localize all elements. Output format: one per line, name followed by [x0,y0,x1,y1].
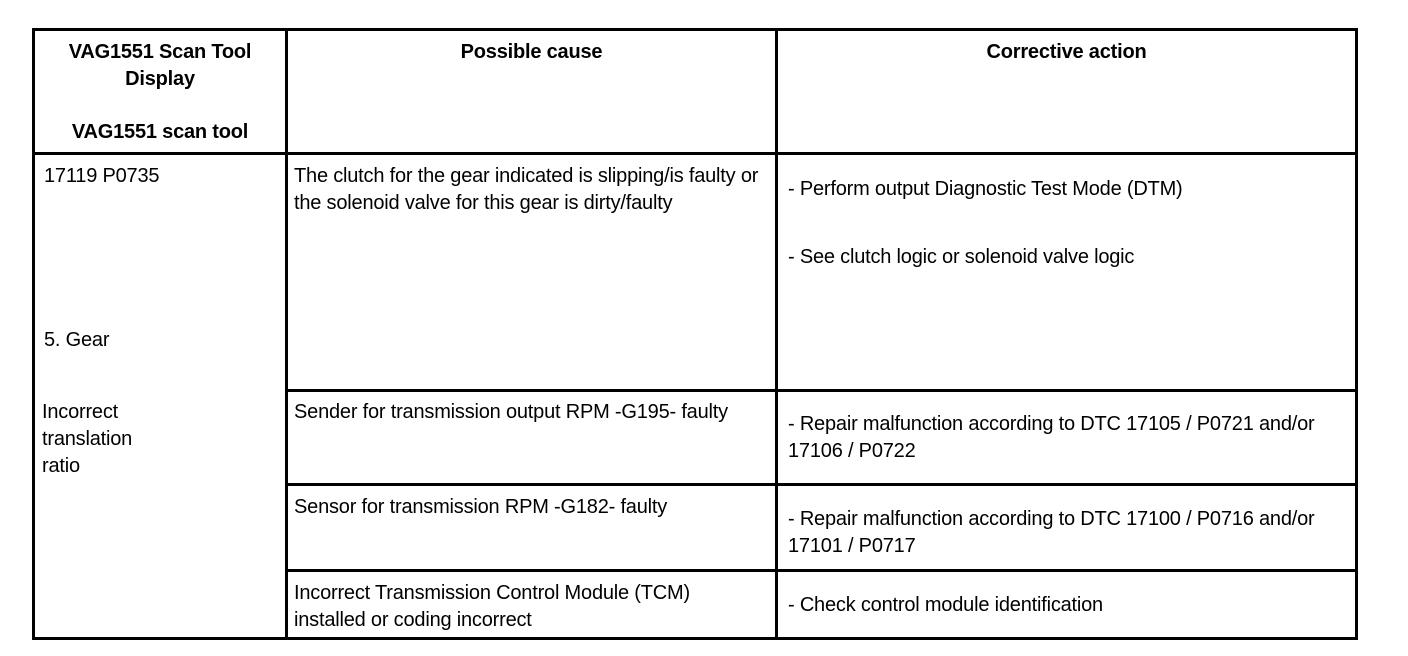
row-divider-2 [285,483,1355,486]
header-corrective-action: Corrective action [986,41,1147,63]
header-col1-line2: VAG1551 scan tool [71,121,249,143]
row-2-action-1: - Repair malfunction according to DTC 17105 / P0721 and/or 17106 / P0722 [788,413,1315,462]
row-4-action-1: - Check control module identification [788,594,1103,616]
row-4-cause: Incorrect Transmission Control Module (TCM) installed or coding incorrect [294,582,690,631]
fault-code: 17119 P0735 [44,165,160,187]
column-divider-1 [285,31,288,637]
row-2-cause: Sender for transmission output RPM -G195- faulty [294,401,728,423]
header-divider [35,152,1355,155]
diagnostic-table [32,28,1358,640]
header-scan-tool-display [35,39,285,146]
row-1-action-1: - Perform output Diagnostic Test Mode (DTM) [788,178,1183,200]
row-divider-1 [285,389,1355,392]
fault-description: Incorrect translation ratio [42,401,133,477]
header-col1-line1: VAG1551 Scan Tool Display [68,41,252,90]
fault-gear: 5. Gear [44,329,110,351]
row-1-cause: The clutch for the gear indicated is slipping/is faulty or the solenoid valve for this gear is dirty/faulty [294,165,759,214]
column-divider-2 [775,31,778,637]
row-3-cause: Sensor for transmission RPM -G182- faulty [294,496,668,518]
row-3-action-1: - Repair malfunction according to DTC 17100 / P0716 and/or 17101 / P0717 [788,508,1315,557]
header-possible-cause: Possible cause [460,41,603,63]
row-1-action-2: - See clutch logic or solenoid valve logic [788,246,1135,268]
row-divider-3 [285,569,1355,572]
